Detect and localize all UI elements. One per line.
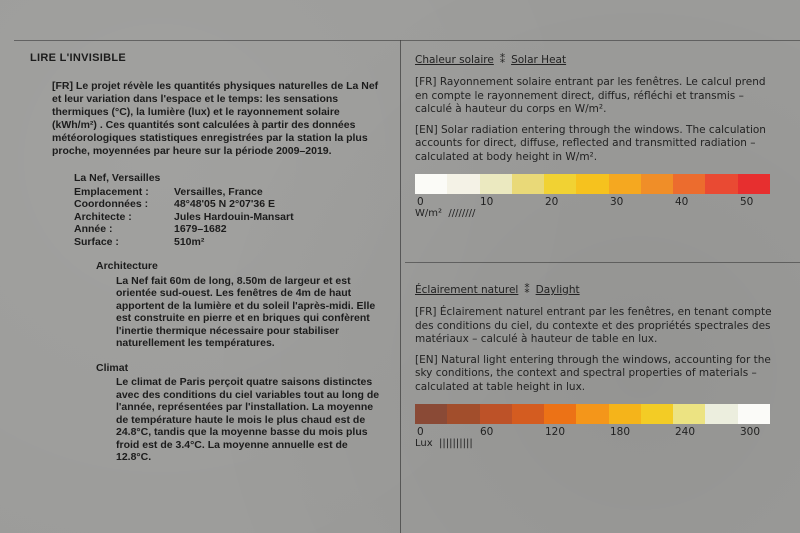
- daylight-tick-label: 240: [675, 426, 696, 438]
- daylight-scale-swatch: [738, 404, 770, 424]
- solar-scale-swatch: [576, 174, 608, 194]
- daylight-color-scale: [415, 404, 770, 424]
- daylight-scale-ticks: [415, 424, 770, 438]
- solar-scale-swatch: [609, 174, 641, 194]
- daylight-scale-swatch: [512, 404, 544, 424]
- fact-key: Coordonnées :: [74, 198, 149, 210]
- fact-row: [74, 223, 385, 236]
- daylight-unit-marks: ||||||||||: [439, 438, 473, 449]
- daylight-tick-label: 300: [740, 426, 761, 438]
- fact-value: Jules Hardouin-Mansart: [174, 210, 294, 223]
- solar-unit: W/m²: [415, 208, 443, 219]
- solar-unit-row: [415, 208, 775, 219]
- daylight-tick-label: 60: [480, 426, 494, 438]
- fact-row: [74, 186, 385, 199]
- daylight-scale-swatch: [544, 404, 576, 424]
- architecture-body: La Nef fait 60m de long, 8.50m de largeur et est orientée sud-ouest. Les fenêtres de 4m de haut apportent de la lumière et du soleil l'après-midi. Elle est construite en pierre et en briques qui confèrent l'inertie thermique nécessaire pour stabiliser naturellement les températures.: [116, 274, 376, 349]
- solar-scale-swatch: [738, 174, 770, 194]
- solar-tick-label: 0: [417, 196, 424, 208]
- fact-key: Architecte :: [74, 210, 132, 223]
- solar-title-fr: Chaleur solaire: [415, 54, 494, 66]
- daylight-unit: Lux: [415, 438, 433, 449]
- fact-key: Emplacement :: [74, 185, 149, 198]
- solar-scale-swatch: [415, 174, 447, 194]
- daylight-scale-swatch: [576, 404, 608, 424]
- fact-row: [74, 198, 385, 211]
- solar-color-scale: [415, 174, 770, 194]
- page-title: LIRE L'INVISIBLE: [30, 52, 127, 64]
- daylight-section: [415, 284, 775, 449]
- intro-paragraph: [FR] Le projet révèle les quantités physiques naturelles de La Nef et leur variation dans l'espace et le temps: les sensations thermiques (°C), la lumière (lux) et le rayonnement solaire (kWh/m²) . Ces quantités sont calculées à partir des données météorologiques statistiques enregistrées par la station la plus proche, moyennées par heure sur la période 2009–2019.: [52, 80, 379, 157]
- daylight-scale-swatch: [415, 404, 447, 424]
- climat-body: Le climat de Paris perçoit quatre saisons distinctes avec des conditions du ciel variables tout au long de l'année, représentées par l'installation. La moyenne de température haute le mois le plus chaud est de 24.8°C, tandis que la moyenne basse du mois plus froid est de 3.4°C. La moyenne annuelle est de 12.8°C.: [116, 376, 380, 463]
- solar-title-en: Solar Heat: [511, 54, 567, 66]
- solar-scale-swatch: [512, 174, 544, 194]
- daylight-scale-swatch: [641, 404, 673, 424]
- daylight-unit-row: [415, 438, 775, 449]
- architecture-section: [96, 260, 385, 350]
- daylight-scale-swatch: [609, 404, 641, 424]
- fact-value: 48°48'05 N 2°07'36 E: [174, 198, 275, 210]
- solar-tick-label: 30: [610, 196, 624, 208]
- left-column: [30, 52, 385, 464]
- solar-scale-swatch: [705, 174, 737, 194]
- solar-section: [415, 54, 775, 219]
- daylight-tick-label: 0: [417, 426, 424, 438]
- solar-tick-label: 10: [480, 196, 494, 208]
- daylight-scale-swatch: [673, 404, 705, 424]
- solar-text-en: [EN] Solar radiation entering through the windows. The calculation accounts for direct, diffuse, reflected and transmitted radiation – calculated at body height in W/m².: [415, 123, 766, 163]
- solar-scale-ticks: [415, 194, 770, 208]
- daylight-text-fr: [FR] Éclairement naturel entrant par les fenêtres, en tenant compte des conditions du ciel, du contexte et des propriétés spectrales des matériaux – calculé à hauteur de table en lux.: [415, 306, 772, 345]
- heading-separator: ⁑: [524, 284, 530, 296]
- architecture-title: Architecture: [96, 260, 158, 272]
- facts-block: [74, 172, 385, 248]
- climat-title: Climat: [96, 361, 129, 374]
- solar-scale-swatch: [673, 174, 705, 194]
- fact-value: 510m²: [174, 235, 205, 248]
- fact-row: [74, 236, 385, 249]
- solar-tick-label: 20: [545, 196, 559, 208]
- solar-scale-swatch: [641, 174, 673, 194]
- fact-row: [74, 211, 385, 224]
- fact-value: 1679–1682: [174, 223, 227, 235]
- heading-separator: ⁑: [499, 54, 506, 66]
- solar-heading: [415, 54, 775, 66]
- daylight-scale-swatch: [447, 404, 479, 424]
- daylight-title-en: Daylight: [535, 284, 580, 296]
- daylight-title-fr: Éclairement naturel: [415, 284, 519, 296]
- solar-scale-swatch: [480, 174, 512, 194]
- climat-section: [96, 362, 385, 464]
- daylight-tick-label: 180: [610, 426, 631, 438]
- section-divider: [405, 262, 800, 263]
- daylight-scale-swatch: [480, 404, 512, 424]
- daylight-heading: [415, 284, 775, 296]
- solar-text-fr: [FR] Rayonnement solaire entrant par les fenêtres. Le calcul prend en compte le rayonnement direct, diffus, réfléchi et transmis – calculé à hauteur du corps en W/m².: [415, 76, 766, 115]
- daylight-text-en: [EN] Natural light entering through the windows, accounting for the sky conditions, the context and spectral properties of materials – calculated at table height in lux.: [415, 353, 771, 393]
- solar-scale-swatch: [447, 174, 479, 194]
- daylight-tick-label: 120: [545, 426, 566, 438]
- solar-tick-label: 40: [675, 196, 689, 208]
- top-rule: [14, 40, 800, 41]
- solar-tick-label: 50: [740, 196, 754, 208]
- solar-scale-swatch: [544, 174, 576, 194]
- fact-value: Versailles, France: [174, 185, 263, 198]
- column-divider: [400, 40, 401, 533]
- fact-key: Surface :: [74, 235, 119, 248]
- fact-key: Année :: [74, 223, 113, 235]
- facts-title: La Nef, Versailles: [74, 172, 161, 184]
- daylight-scale-swatch: [705, 404, 737, 424]
- solar-unit-marks: ////////: [448, 208, 476, 219]
